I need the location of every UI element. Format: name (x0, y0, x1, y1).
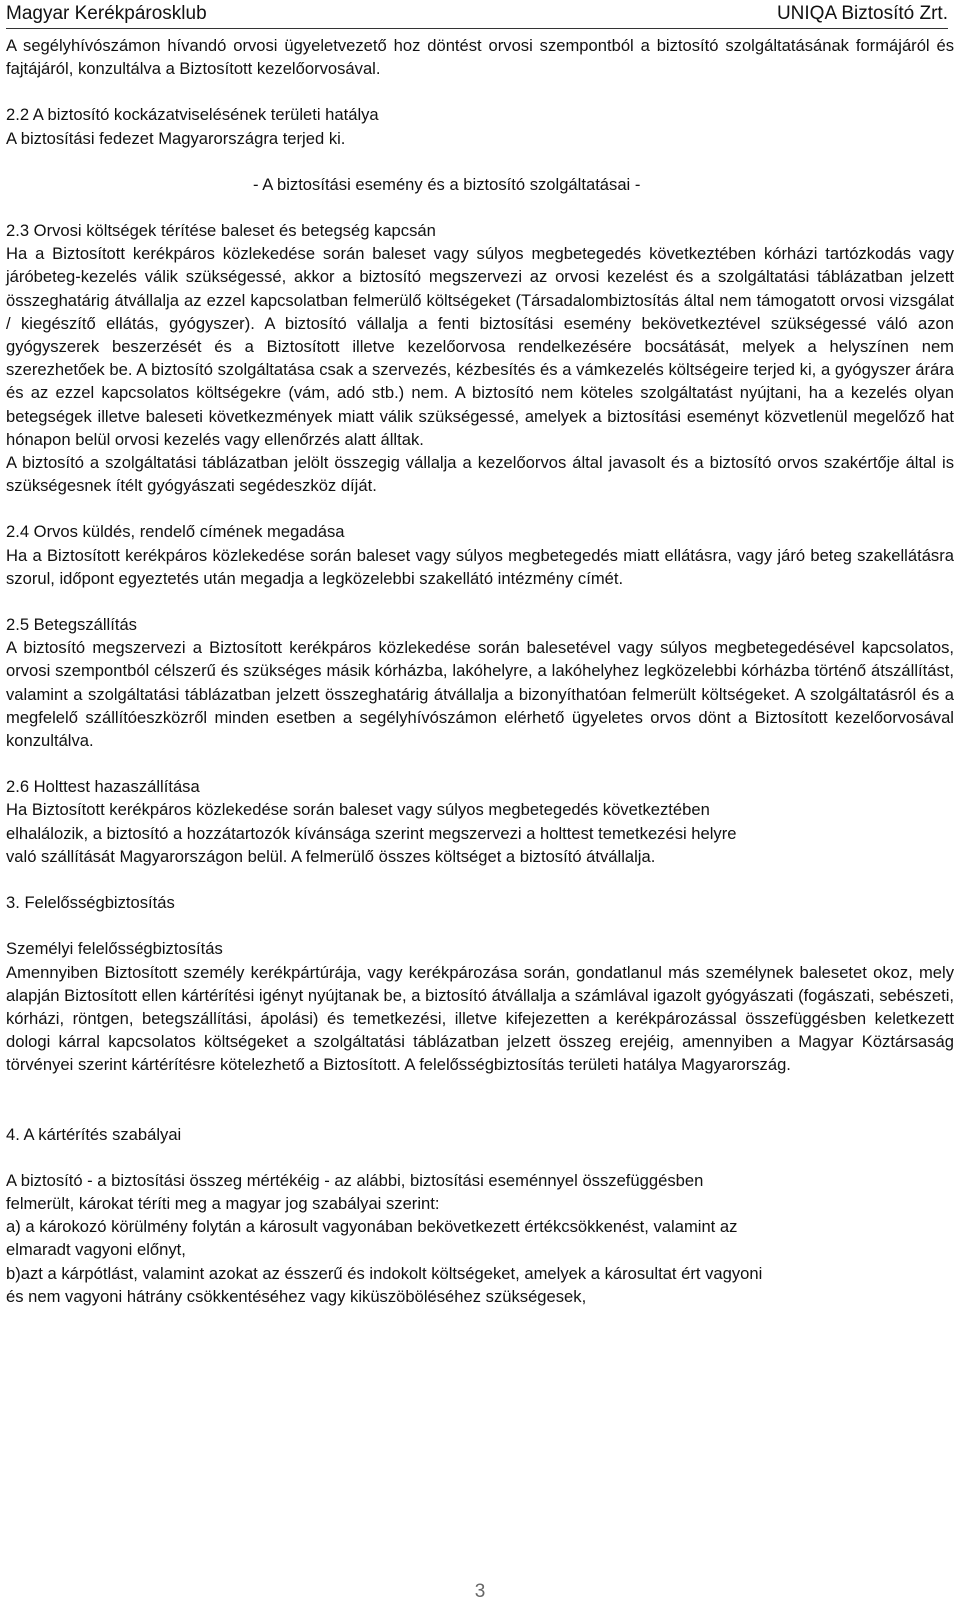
section-2-3-title: 2.3 Orvosi költségek térítése baleset és betegség kapcsán (6, 221, 436, 241)
document-body (6, 34, 954, 1308)
intro-paragraph: A segélyhívószámon hívandó orvosi ügyeletvezető hoz döntést orvosi szempontból a biztosító szolgáltatásának formájáról és fajtájáról, konzultálva a Biztosított kezelőorvosával. (6, 36, 954, 79)
section-2-2-text: A biztosítási fedezet Magyarországra terjed ki. (6, 128, 346, 148)
spacer (6, 497, 954, 520)
section-3-text: Amennyiben Biztosított személy kerékpártúrája, vagy kerékpározása során, gondatlanul más személynek balesetet okoz, mely alapján Biztosított ellen kártérítési igényt nyújtanak be, a biztosító átvállalja a számlával igazolt gyógyászati (fogászati, sebészeti, kórházi, röntgen, betegszállítási, ápolási) és temetkezési, illetve kifejezetten a kerékpározással összefüggésben keletkezett dologi kárral kapcsolatos költségeket a szolgáltatási táblázatban jelzett összeg erejéig, amennyiben a Magyar Köztársaság törvényei szerint kártérítésre kötelezhető a Biztosított. A felelősségbiztosítás területi hatálya Magyarország. (6, 962, 954, 1075)
spacer (6, 752, 954, 775)
spacer (6, 1146, 954, 1169)
section-2-4-text: Ha a Biztosított kerékpáros közlekedése során baleset vagy súlyos megbetegedés miatt ellátásra, vagy járó beteg szakellátásra szorul, időpont egyeztetés után megadja a legközelebbi szakellátó intézmény címét. (6, 545, 954, 588)
section-2-6-line-2: elhalálozik, a biztosító a hozzátartozók kívánsága szerint megszervezi a holttest temetkezési helyre (6, 823, 737, 843)
header-insurer: UNIQA Biztosító Zrt. (776, 3, 948, 24)
spacer (6, 1077, 954, 1123)
page-number: 3 (474, 1581, 486, 1602)
section-2-6-title: 2.6 Holttest hazaszállítása (6, 777, 200, 797)
section-2-6-line-3: való szállítását Magyarországon belül. A felmerülő összes költséget a biztosító átvállalja. (6, 846, 656, 866)
section-2-2-title: 2.2 A biztosító kockázatviselésének területi hatálya (6, 105, 379, 125)
section-2-6-line-1: Ha Biztosított kerékpáros közlekedése során baleset vagy súlyos megbetegedés következtében (6, 800, 710, 820)
section-3-title: 3. Felelősségbiztosítás (6, 893, 175, 913)
page-header (6, 2, 948, 30)
spacer (6, 590, 954, 613)
section-4-item-a-line-2: elmaradt vagyoni előnyt, (6, 1240, 186, 1260)
spacer (6, 914, 954, 937)
section-4-line-2: felmerült, károkat téríti meg a magyar jog szabályai szerint: (6, 1193, 440, 1213)
section-2-5-title: 2.5 Betegszállítás (6, 615, 137, 635)
header-divider (6, 28, 948, 29)
section-4-line-1: A biztosító - a biztosítási összeg mértékéig - az alábbi, biztosítási eseménnyel összefüggésben (6, 1170, 704, 1190)
section-4-title: 4. A kártérítés szabályai (6, 1124, 182, 1144)
section-2-5-text: A biztosító megszervezi a Biztosított kerékpáros közlekedése során balesetével vagy súlyos megbetegedésével kapcsolatos, orvosi szempontból célszerű és szükséges másik kórházba, lakóhelyre, a lakóhelyhez legközelebbi kórházba történő átszállítást, valamint a szolgáltatási táblázatban jelzett összeghatárig átvállalja a bizonyíthatóan felmerült költségeket. A szolgáltatásról és a megfelelő szállítóeszközről minden esetben a segélyhívószámon elérhető ügyeletes orvos dönt a Biztosított kezelőorvosával konzultálva. (6, 638, 954, 751)
section-4-item-b-line-2: és nem vagyoni hátrány csökkentéséhez vagy kiküszöböléséhez szükségesek, (6, 1286, 587, 1306)
section-4-item-a-line-1: a) a károkozó körülmény folytán a károsult vagyonában bekövetkezett értékcsökkenést, valamint az (6, 1217, 738, 1237)
spacer (6, 196, 954, 219)
section-2-3-paragraph-1: Ha a Biztosított kerékpáros közlekedése során baleset vagy súlyos megbetegedés következtében kórházi tartózkodás vagy járóbeteg-kezelés válik szükségessé, akkor a biztosító megszervezi az orvosi kezelést és a szolgáltatási táblázatban jelzett összeghatárig átvállalja az ezzel kapcsolatban felmerülő költségeket (Társadalombiztosítás által nem támogatott orvosi vizsgálat / kiegészítő ellátás, gyógyszer). A biztosító vállalja a fenti biztosítási esemény bekövetkeztével szükségessé váló azon gyógyszerek beszerzését és a Biztosított illetve kezelőorvosa rendelkezésére bocsátását, melyek a helyszínen nem szerezhetőek be. A biztosító szolgáltatása csak a szervezés, kézbesítés és a vámkezelés költségeire terjed ki, a gyógyszer árára és az ezzel kapcsolatos költségekre (vám, adó stb.) nem. A biztosító nem köteles szolgáltatást nyújtani, ha a kezelés olyan betegségek illetve baleseti következmények miatt válik szükségessé, amelyek a biztosítási eseményt közvetlenül megelőző hat hónapon belül orvosi kezelés vagy ellenőrzés alatt álltak. (6, 244, 954, 449)
section-2-4-title: 2.4 Orvos küldés, rendelő címének megadása (6, 522, 345, 542)
spacer (6, 868, 954, 891)
section-2-3-paragraph-2: A biztosító a szolgáltatási táblázatban jelölt összegig vállalja a kezelőorvos által javasolt és a biztosító orvos szakértője által is szükségesnek ítélt gyógyászati segédeszköz díját. (6, 453, 954, 496)
section-3-subtitle: Személyi felelősségbiztosítás (6, 939, 223, 959)
spacer (6, 80, 954, 103)
events-heading: - A biztosítási esemény és a biztosító szolgáltatásai - (253, 174, 641, 194)
spacer (6, 150, 954, 173)
header-organization: Magyar Kerékpárosklub (6, 3, 207, 24)
section-4-item-b-line-1: b)azt a kárpótlást, valamint azokat az ésszerű és indokolt költségeket, amelyek a károsultat ért vagyoni (6, 1263, 763, 1283)
